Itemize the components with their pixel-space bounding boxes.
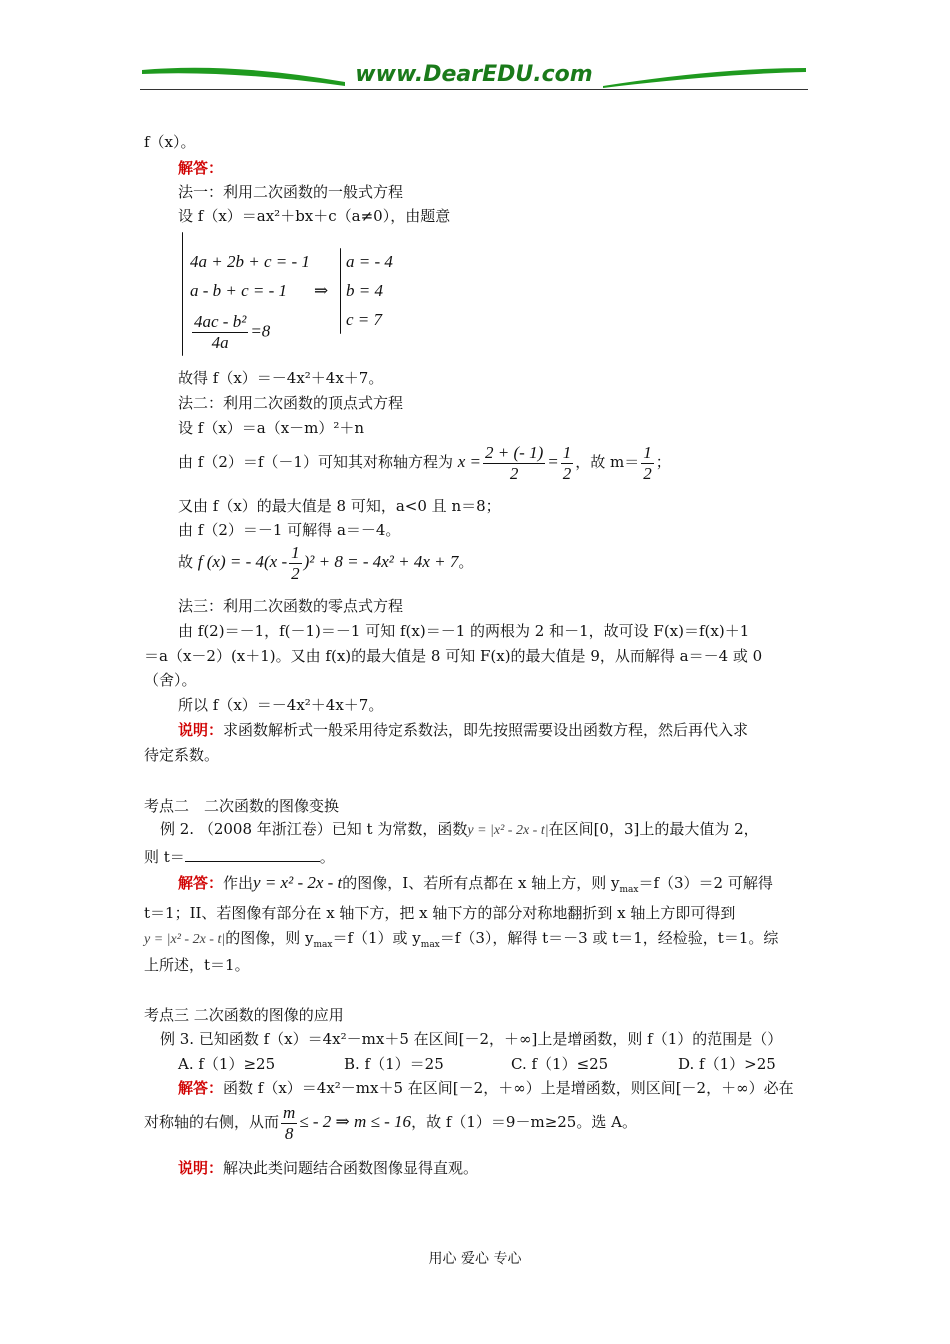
text-span: 对称轴的右侧，从而 <box>144 1113 280 1131</box>
option-b: B. f（1）＝25 <box>344 1055 444 1073</box>
option-d: D. f（1）>25 <box>678 1055 776 1073</box>
section-heading: 考点三 二次函数的图像的应用 <box>144 1006 344 1024</box>
note-label: 说明： <box>178 721 224 739</box>
equation <box>190 312 270 353</box>
text-line: 设 f（x）＝ax²＋bx＋c（a≠0），由题意 <box>178 207 451 225</box>
math-part: )² + 8 = - 4x² + 4x + 7 <box>303 552 459 571</box>
math-expr: y = |x² - 2x - t| <box>144 932 226 947</box>
text-line: 由 f(2)＝－1，f(－1)＝－1 可知 f(x)＝－1 的两根为 2 和－1，故可设 F(x)＝f(x)＋1 <box>178 622 750 640</box>
text-span: 。 <box>458 553 474 571</box>
text-line <box>178 440 671 484</box>
text-span: 解决此类问题结合函数图像显得直观。 <box>223 1159 479 1177</box>
text-line: f（x）。 <box>144 133 196 151</box>
text-span: 故 <box>178 553 194 571</box>
math-expr: ≤ - 2 ⇒ m ≤ - 16 <box>299 1112 412 1131</box>
text-line: 故得 f（x）＝－4x²＋4x＋7。 <box>178 369 384 387</box>
math-expr: y = |x² - 2x - t| <box>467 823 549 838</box>
text-line: 法二：利用二次函数的顶点式方程 <box>178 394 404 412</box>
text-span: 则 t＝ <box>144 848 185 866</box>
math-expr <box>457 442 575 483</box>
note-label: 说明： <box>178 1159 224 1177</box>
equation: 4a + 2b + c = - 1 <box>190 252 310 271</box>
text-span: 的图像，I、若所有点都在 x 轴上方，则 y <box>342 874 620 892</box>
text-line <box>178 1078 794 1098</box>
text-line: 又由 f（x）的最大值是 8 可知，a<0 且 n＝8； <box>178 497 501 515</box>
text-span: 函数 f（x）＝4x²－mx＋5 在区间[－2，＋∞）上是增函数，则区间[－2，＋∞）必在 <box>223 1079 794 1097</box>
text-span: ，故 f（1）＝9－m≥25。选 A。 <box>411 1113 637 1131</box>
page-header <box>140 62 808 96</box>
text-span: ； <box>655 453 671 471</box>
frac-numerator: 4ac - b² <box>194 312 247 331</box>
text-line <box>144 1100 637 1144</box>
text-span: ＝f（3）＝2 可解得 <box>638 874 773 892</box>
text-line: 待定系数。 <box>144 746 220 764</box>
text-span: 求函数解析式一般采用待定系数法，即先按照需要设出函数方程，然后再代入求 <box>223 721 749 739</box>
text-line: ＝a（x－2）(x＋1)。又由 f(x)的最大值是 8 可知 F(x)的最大值是 9，从而解得 a＝－4 或 0 <box>144 647 763 665</box>
subscript: max <box>619 885 639 895</box>
frac-numerator: 1 <box>643 442 652 462</box>
text-line: 由 f（2）＝－1 可解得 a＝－4。 <box>178 521 401 539</box>
text-line <box>178 873 773 900</box>
text-line: 上所述，t＝1。 <box>144 956 250 974</box>
frac-denominator: 2 <box>291 563 300 583</box>
frac-numerator: 2 + (- 1) <box>485 442 544 462</box>
math-expr: y = x² - 2x - t <box>253 873 343 892</box>
subscript: max <box>313 940 333 950</box>
frac-denominator: 2 <box>562 463 572 483</box>
answer-label: 解答： <box>178 159 224 177</box>
frac-denominator: 8 <box>284 1123 294 1143</box>
equation: a = - 4 <box>346 252 393 271</box>
text-span: 的图像，则 y <box>225 929 314 947</box>
site-logo-text: www.DearEDU.com <box>355 62 593 87</box>
page-footer: 用心 爱心 专心 <box>428 1251 522 1267</box>
text-line <box>144 928 778 955</box>
left-brace <box>340 248 341 334</box>
text-line: t＝1；II、若图像有部分在 x 轴下方，把 x 轴下方的部分对称地翻折到 x 轴上方即可得到 <box>144 904 736 922</box>
frac-numerator: 1 <box>291 542 300 562</box>
text-line <box>144 847 335 867</box>
text-span: 作出 <box>223 874 254 892</box>
section-heading: 考点二 二次函数的图像变换 <box>144 797 340 815</box>
frac-rhs: =8 <box>250 321 271 341</box>
math-eq: = <box>547 452 559 471</box>
text-line <box>178 720 748 740</box>
frac-numerator: m <box>283 1102 296 1122</box>
text-line: 法三：利用二次函数的零点式方程 <box>178 597 404 615</box>
text-span: ＝f（1）或 y <box>332 929 421 947</box>
frac-denominator: 4a <box>211 333 229 352</box>
frac-numerator: 1 <box>562 442 572 462</box>
text-span: ，故 m＝ <box>575 453 640 471</box>
math-part: f (x) = - 4(x - <box>197 552 288 571</box>
text-span: 由 f（2）＝f（－1）可知其对称轴方程为 <box>178 453 453 471</box>
text-span: ＝f（3），解得 t＝－3 或 t＝1，经检验，t＝1。综 <box>439 929 779 947</box>
text-line: （舍）。 <box>144 671 197 689</box>
answer-label: 解答： <box>178 874 224 892</box>
implies-arrow: ⇒ <box>314 281 329 300</box>
text-line <box>178 540 473 584</box>
left-brace <box>182 232 183 356</box>
text-span: 在区间[0，3]上的最大值为 2， <box>548 820 759 838</box>
equation: b = 4 <box>346 281 383 300</box>
answer-blank <box>185 847 320 862</box>
answer-label: 解答： <box>178 1079 224 1097</box>
frac-denominator: 2 <box>643 463 652 483</box>
text-line <box>178 1158 478 1178</box>
green-swoosh-right-icon <box>598 62 808 92</box>
text-line: 例 3. 已知函数 f（x）＝4x²－mx＋5 在区间[－2，＋∞]上是增函数，则 f（1）的范围是（） <box>160 1030 783 1048</box>
option-c: C. f（1）≤25 <box>511 1055 609 1073</box>
text-line: 设 f（x）＝a（x－m）²＋n <box>178 419 365 437</box>
frac-denominator: 2 <box>509 463 519 483</box>
equation: a - b + c = - 1 <box>190 281 288 300</box>
subscript: max <box>420 940 440 950</box>
text-span: 。 <box>319 848 335 866</box>
text-line <box>160 819 759 841</box>
header-rule <box>140 89 808 90</box>
math-lhs: x = <box>457 452 482 471</box>
text-line: 所以 f（x）＝－4x²＋4x＋7。 <box>178 696 384 714</box>
math-expr <box>197 542 459 583</box>
option-a: A. f（1）≥25 <box>178 1055 276 1073</box>
equation: c = 7 <box>346 310 383 329</box>
text-span: 例 2. （2008 年浙江卷）已知 t 为常数，函数 <box>160 820 468 838</box>
text-line: 法一：利用二次函数的一般式方程 <box>178 183 404 201</box>
